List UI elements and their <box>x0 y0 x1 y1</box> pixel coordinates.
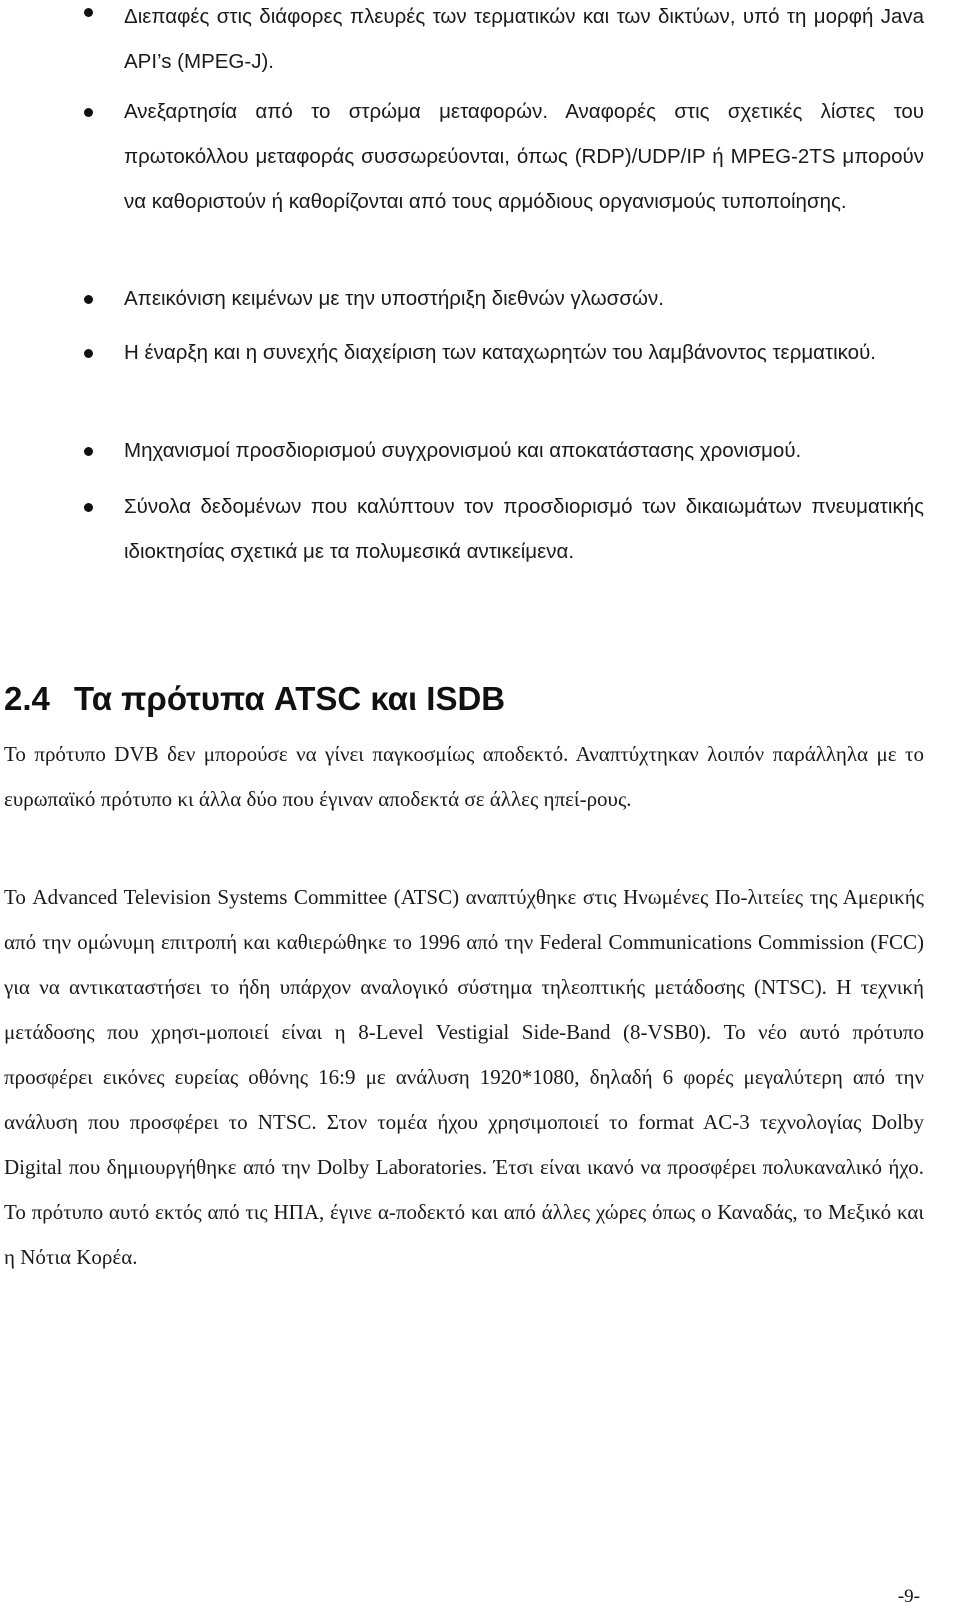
body-paragraph: Το πρότυπο DVB δεν μπορούσε να γίνει παγκοσμίως αποδεκτό. Αναπτύχτηκαν λοιπόν παράλληλα με το ευρωπαϊκό πρότυπο κι άλλα δύο που έγιναν αποδεκτά σε άλλες ηπεί-ρους. <box>4 742 924 811</box>
section-heading <box>4 674 904 724</box>
bullet-icon <box>84 503 93 512</box>
list-item-text: Η έναρξη και η συνεχής διαχείριση των καταχωρητών του λαμβάνοντος τερματικού. <box>124 341 876 364</box>
list-item-text: Διεπαφές στις διάφορες πλευρές των τερματικών και των δικτύων, υπό τη μορφή Java API’s (MPEG-J). <box>124 5 924 73</box>
bullet-icon <box>84 108 93 117</box>
bullet-icon <box>84 447 93 456</box>
list-item-text: Μηχανισμοί προσδιορισμού συγχρονισμού και αποκατάστασης χρονισμού. <box>124 439 802 462</box>
page-number: -9- <box>897 1586 920 1607</box>
bullet-icon <box>84 349 93 358</box>
section-number: 2.4 <box>4 680 50 717</box>
list-item-text: Απεικόνιση κειμένων με την υποστήριξη διεθνών γλωσσών. <box>124 287 664 310</box>
bullet-icon <box>84 8 93 17</box>
bullet-icon <box>84 295 93 304</box>
section-title: Τα πρότυπα ATSC και ISDB <box>74 680 506 717</box>
list-item-text: Σύνολα δεδομένων που καλύπτουν τον προσδιορισμό των δικαιωμάτων πνευματικής ιδιοκτησίας σχετικά με τα πολυμεσικά αντικείμενα. <box>124 495 924 563</box>
list-item-text: Ανεξαρτησία από το στρώμα μεταφορών. Αναφορές στις σχετικές λίστες του πρωτοκόλλου μεταφοράς συσσωρεύονται, όπως (RDP)/UDP/IP ή MPEG-2TS μπορούν να καθοριστούν ή καθορίζονται από τους αρμόδιους οργανισμούς τυποποίησης. <box>124 100 924 213</box>
body-paragraph: Το Advanced Television Systems Committee (ATSC) αναπτύχθηκε στις Ηνωμένες Πο-λιτείες της Αμερικής από την ομώνυμη επιτροπή και καθιερώθηκε το 1996 από την Federal Communications Commission (FCC) για να αντικαταστήσει το ήδη υπάρχον αναλογικό σύστημα τηλεοπτικής μετάδοσης (NTSC). Η τεχνική μετάδοσης που χρησι-μοποιεί είναι η 8-Level Vestigial Side-Band (8-VSB0). Το νέο αυτό πρότυπο προσφέρει εικόνες ευρείας οθόνης 16:9 με ανάλυση 1920*1080, δηλαδή 6 φορές μεγαλύτερη από την ανάλυση που προσφέρει το NTSC. Στον τομέα ήχου χρησιμοποιεί το format AC-3 τεχνολογίας Dolby Digital που δημιουργήθηκε από την Dolby Laboratories. Έτσι είναι ικανό να προσφέρει πολυκαναλικό ήχο. Το πρότυπο αυτό εκτός από τις ΗΠΑ, έγινε α-ποδεκτό και από άλλες χώρες όπως ο Καναδάς, το Μεξικό και η Νότια Κορέα. <box>4 885 924 1269</box>
